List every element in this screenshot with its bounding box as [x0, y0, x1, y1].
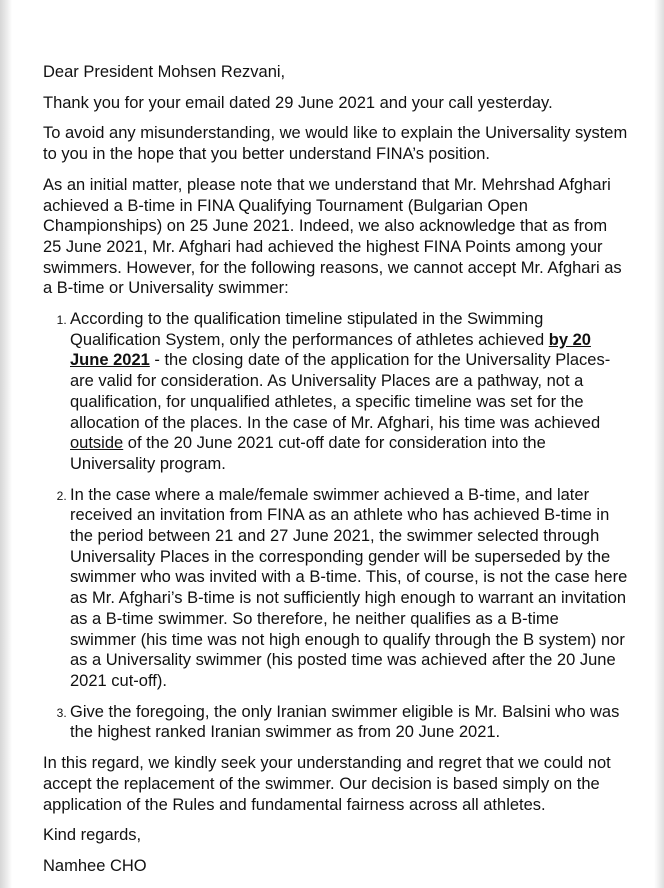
paragraph-initial-matter: As an initial matter, please note that we understand that Mr. Mehrshad Afghari achieved a B-time in FINA Qualifying Tournament (Bulgarian Open Championships) on 25 June 2021. Indeed, we also acknowledge that as from 25 June 2021, Mr. Afghari had achieved the highest FINA Points among your swimmers. However, for the following reasons, we cannot accept Mr. Afghari as a B-time or Universality swimmer:	[43, 175, 622, 298]
item1-emphasized-outside: outside	[70, 434, 124, 453]
paragraph-in-this-regard: In this regard, we kindly seek your understanding and regret that we could not accept the replacement of the swimmer. Our decision is based simply on the application of the Rules and fundamental fairness across all athletes.	[43, 754, 611, 814]
item1-text-c: of the 20 June 2021 cut-off date for consideration into the Universality program.	[70, 434, 546, 473]
list-item-2: 2. In the case where a male/female swimmer achieved a B-time, and later received an invitation from FINA as an athlete who has achieved B-time in the period between 21 and 27 June 2021, the swimmer selected through Universality Places in the corresponding gender will be superseded by the swimmer who was invited with a B-time. This, of course, is not the case here as Mr. Afghari’s B-time is not sufficiently high enough to warrant an invitation as a B-time swimmer. So therefore, he neither qualifies as a B-time swimmer (his time was not high enough to qualify through the B system) nor as a Universality swimmer (his posted time was achieved after the 20 June 2021 cut-off).	[70, 485, 629, 692]
item1-text-b: - the closing date of the application for the Universality Places- are valid for consideration. As Universality Places are a pathway, not a qualification, for unqualified athletes, a specific timeline was set for the allocation of the places. In the case of Mr. Afghari, his time was achieved	[70, 351, 611, 432]
page-left-edge-shadow	[0, 0, 12, 888]
item1-emphasized-date: by 20 June 2021	[70, 330, 591, 370]
list-item-3: 3. Give the foregoing, the only Iranian swimmer eligible is Mr. Balsini who was the highest ranked Iranian swimmer as from 20 June 2021.	[70, 702, 629, 743]
salutation: Dear President Mohsen Rezvani,	[43, 63, 286, 81]
paragraph-avoid-misunderstanding: To avoid any misunderstanding, we would like to explain the Universality system to you in the hope that you better understand FINA’s position.	[43, 124, 628, 164]
page-right-edge-shadow	[654, 0, 664, 888]
list-item-1	[70, 309, 629, 475]
closing: Kind regards,	[43, 826, 142, 845]
item1-text-a: According to the qualification timeline stipulated in the Swimming Qualification System, only the performances of athletes achieved	[70, 310, 549, 349]
paragraph-thanks: Thank you for your email dated 29 June 2021 and your call yesterday.	[43, 93, 553, 112]
signature-name: Namhee CHO	[43, 856, 147, 875]
letter-body	[43, 62, 629, 887]
reasons-list	[43, 309, 629, 743]
